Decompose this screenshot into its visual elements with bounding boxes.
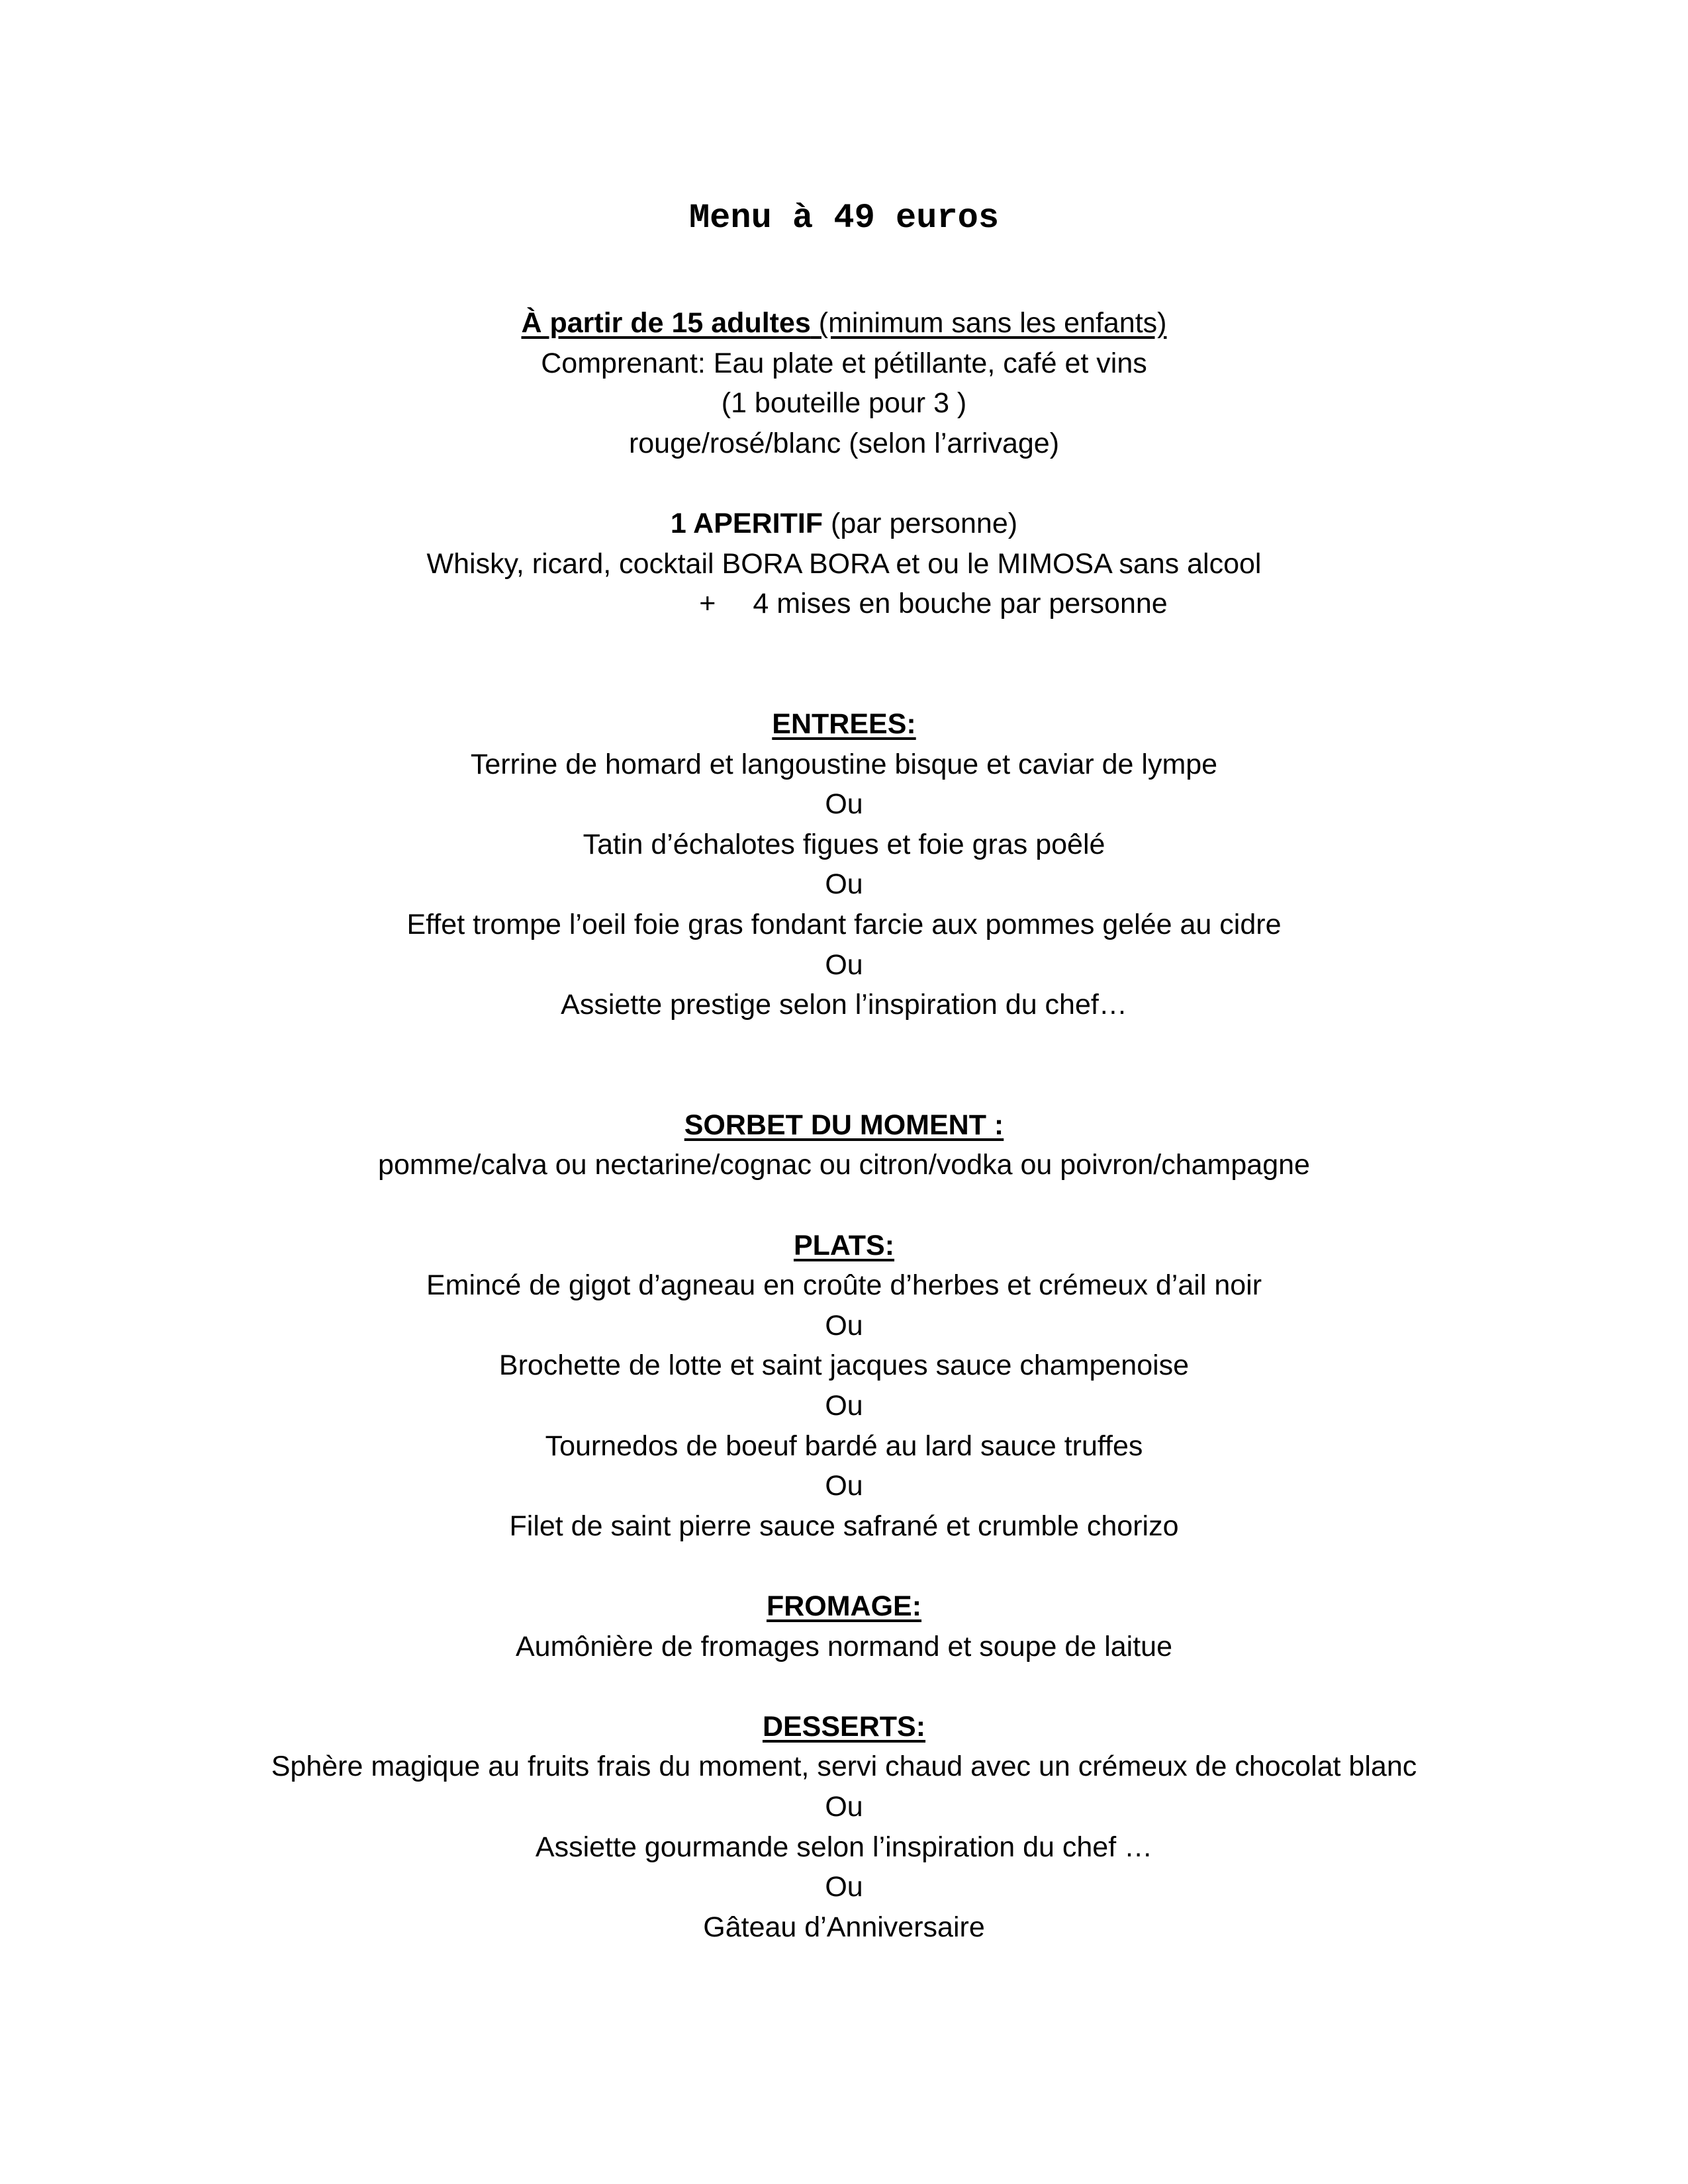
plat-item: Filet de saint pierre sauce safrané et crumble chorizo (509, 1510, 1179, 1542)
fromage-text: Aumônière de fromages normand et soupe de laitue (515, 1630, 1172, 1662)
plat-item: Emincé de gigot d’agneau en croûte d’herbes et crémeux d’ail noir (426, 1269, 1262, 1302)
includes-line: Comprenant: Eau plate et pétillante, café et vins (541, 347, 1147, 379)
menu-content (0, 303, 1688, 1947)
aperitif-extra: 4 mises en bouche par personne (753, 588, 1168, 620)
fromage-heading: FROMAGE: (766, 1590, 922, 1622)
plat-item: Brochette de lotte et saint jacques sauce champenoise (498, 1349, 1190, 1382)
dessert-item: Sphère magique au fruits frais du moment, servi chaud avec un crémeux de chocolat blanc (271, 1751, 1417, 1783)
menu-title: Menu à 49 euros (688, 199, 1000, 238)
entrees-heading: ENTREES: (772, 707, 916, 740)
sorbet-text: pomme/calva ou nectarine/cognac ou citron/vodka ou poivron/champagne (378, 1149, 1310, 1181)
plat-item: Tournedos de boeuf bardé au lard sauce truffes (545, 1430, 1143, 1462)
separator-ou: Ou (825, 788, 863, 821)
separator-ou: Ou (825, 948, 863, 981)
entree-item: Terrine de homard et langoustine bisque et caviar de lympe (470, 748, 1218, 780)
aperitif-heading (0, 504, 1688, 544)
entree-item: Assiette prestige selon l’inspiration du chef… (561, 989, 1127, 1021)
desserts-heading: DESSERTS: (762, 1710, 926, 1743)
separator-ou: Ou (825, 1309, 863, 1342)
dessert-item: Assiette gourmande selon l’inspiration du chef … (535, 1831, 1153, 1863)
sorbet-heading: SORBET DU MOMENT : (684, 1109, 1004, 1141)
minimum-note: (minimum sans les enfants) (810, 307, 1167, 339)
entree-item: Effet trompe l’oeil foie gras fondant farcie aux pommes gelée au cidre (406, 908, 1282, 940)
separator-ou: Ou (825, 1390, 863, 1422)
minimum-line (0, 303, 1688, 343)
separator-ou: Ou (825, 1871, 863, 1903)
separator-ou: Ou (825, 868, 863, 901)
plats-heading: PLATS: (793, 1229, 895, 1261)
wine-line: rouge/rosé/blanc (selon l’arrivage) (628, 427, 1060, 459)
aperitif-extra-line (0, 584, 1688, 624)
aperitif-note: (par personne) (823, 507, 1018, 539)
aperitif-choices: Whisky, ricard, cocktail BORA BORA et ou le MIMOSA sans alcool (426, 547, 1262, 580)
dessert-item: Gâteau d’Anniversaire (703, 1911, 985, 1943)
minimum-adults: À partir de 15 adultes (521, 307, 811, 339)
separator-ou: Ou (825, 1790, 863, 1823)
separator-ou: Ou (825, 1470, 863, 1502)
aperitif-title: 1 APERITIF (670, 507, 823, 539)
bottle-line: (1 bouteille pour 3 ) (721, 387, 967, 420)
plus-sign: + (699, 588, 716, 620)
entree-item: Tatin d’échalotes figues et foie gras poêlé (583, 828, 1105, 860)
